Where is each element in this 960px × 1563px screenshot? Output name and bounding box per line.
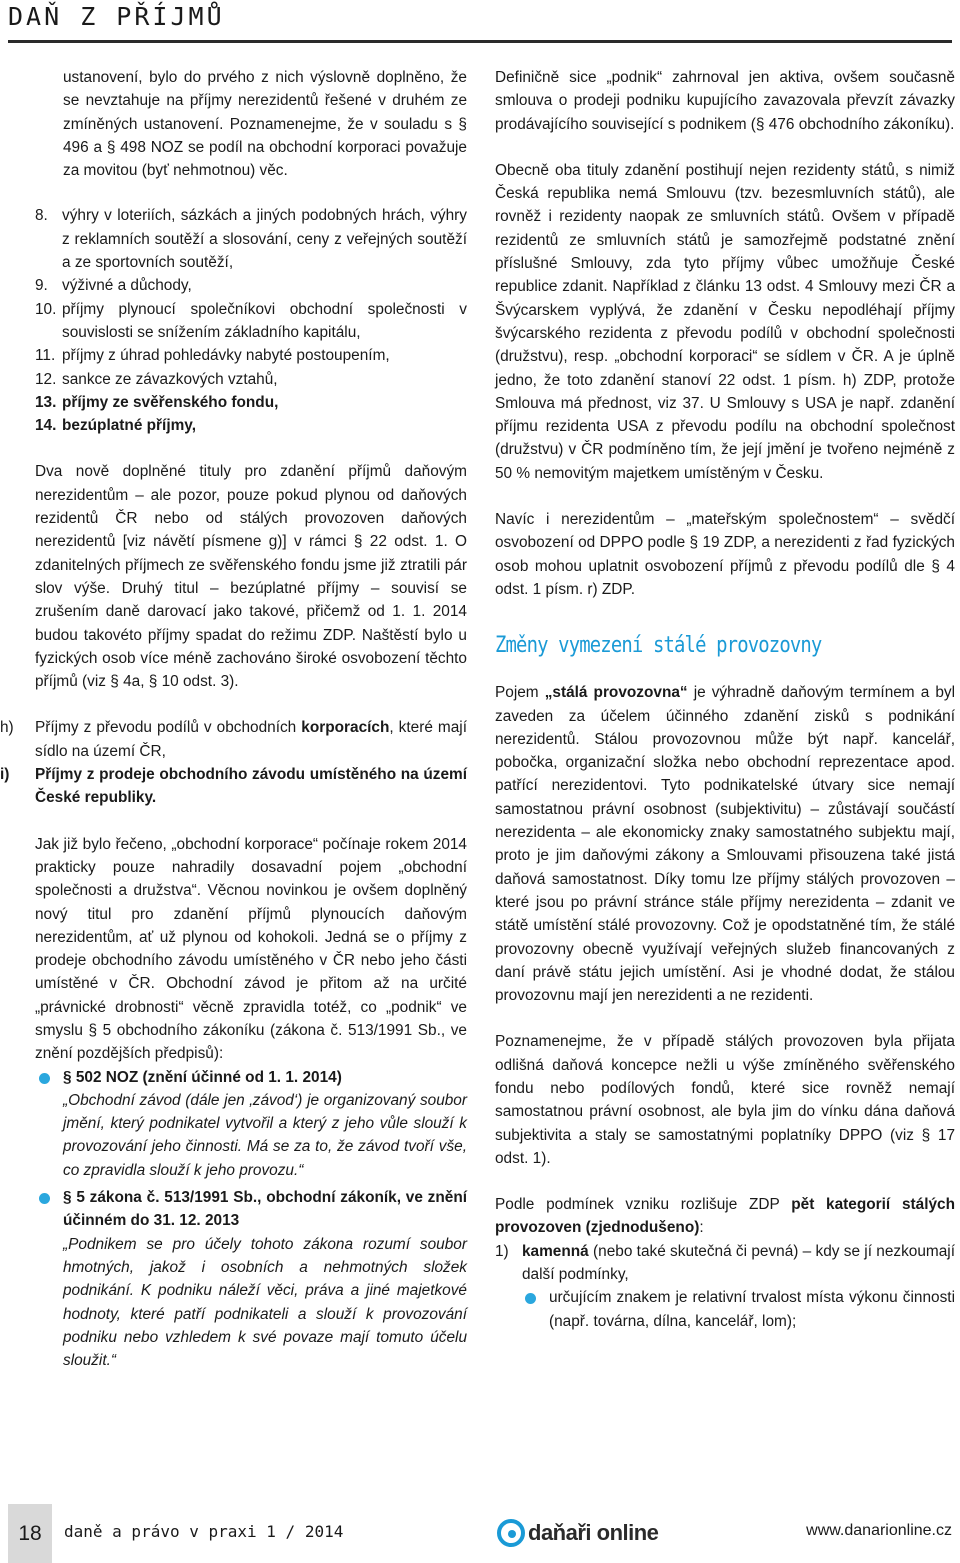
list-item xyxy=(35,274,467,297)
website-link[interactable]: www.danarionline.cz xyxy=(806,1522,952,1539)
item-h-bold: korporacích xyxy=(301,719,390,737)
permanent-establishment-paragraph xyxy=(495,681,955,1007)
intro-paragraph: ustanovení, bylo do prvého z nich výslovně doplněno, že se nevztahuje na příjmy nerezidentů řešené v druhém ze zmíněných ustanovení. Poznamenejme, že v souladu s § 496 a § 498 NOZ se podíl na obchodní korporaci považuje za movitou (byť nehmotnou) věc. xyxy=(63,69,467,180)
page-footer xyxy=(0,1504,960,1563)
quote-2-heading-text: § 5 zákona č. 513/1991 Sb., obchodní zákoník, ve znění účinném do 31. 12. 2013 xyxy=(63,1189,467,1230)
list-item-text: výhry v loteriích, sázkách a jiných podobných hrách, výhry z reklamních soutěží a slosování, ceny z veřejných soutěží a ze sportovních soutěží, xyxy=(62,207,467,272)
item-h-letter: h) xyxy=(0,719,14,737)
item-h-text-end: , které mají sídlo na území ČR, xyxy=(35,719,467,760)
list-item-number: 10. xyxy=(35,300,57,318)
categories-bold: pět kategorií stálých provozoven (zjednodušeno) xyxy=(495,1196,955,1237)
item-i-letter: i) xyxy=(0,766,10,784)
bullet-icon xyxy=(525,1293,536,1304)
header-rule xyxy=(8,40,952,43)
item-i xyxy=(0,763,467,810)
list-item-number: 12. xyxy=(35,370,57,388)
list-item-number: 14. xyxy=(35,417,57,435)
section-title-header: DAŇ Z PŘÍJMŮ xyxy=(8,2,225,31)
brand-name: daňaři online xyxy=(528,1520,659,1545)
quote-2-heading xyxy=(35,1186,467,1233)
item-h xyxy=(0,716,467,763)
bullet-icon xyxy=(39,1193,50,1204)
categories-text-end: : xyxy=(699,1219,704,1237)
list-item-text: sankce ze závazkových vztahů, xyxy=(62,370,278,388)
list-item xyxy=(35,414,467,437)
pe-text-rest: je výhradně daňovým termínem a byl zaveden za účelem účinného zdanění zisků s podnikání nerezidentů. Stálou provozovnou může být např. kancelář, pobočka, organizační složka nebo obchodní reprezentace apod. patřící nerezidentovi. Tyto podnikatelské útvary sice nemají samostatnou právní osobnost (subjektivitu) – zůstávají součástí nerezidenta – ale ekonomicky znaky samostatného subjektu mají, proto je jim daňovými zákony a Smlouvami přisouzena také jistá daňová samostatnost. Díky tomu lze příjmy stálých provozoven – které jsou po právní stránce stále příjmy nerezidenta – zdanit ve státě umístění stálé provozovny. Což je opodstatněné tím, že stálé provozovny obecně využívají veřejných služeb financovaných z daní právě státu jejich umístění. Asi je vhodné dodat, že stálou provozovnu mají jen nerezidenti a ne rezidenti. xyxy=(495,684,955,1005)
categories-text-start: Podle podmínek vzniku rozlišuje ZDP xyxy=(495,1196,792,1214)
right-column xyxy=(495,66,955,1333)
quote-1-body: „Obchodní závod (dále jen ‚závod‘) je organizovaný soubor jmění, který podnikatel vytvořil a který z jeho vůle slouží k provozování jeho činnosti. Má se za to, že závod tvoří vše, co zpravidla slouží k jeho provozu.“ xyxy=(63,1091,467,1179)
category-1-bold: kamenná xyxy=(522,1242,589,1260)
page-number: 18 xyxy=(8,1504,52,1563)
business-paragraph: Jak již bylo řečeno, „obchodní korporace“ počínaje rokem 2014 prakticky pouze nahradily dosavadní pojem „obchodní společnosti a družstva“. Věcnou novinkou je ovšem doplněný nový titul pro zdanění příjmů plynoucích daňovým nerezidentům, ať už plynou od kohokoli. Jedná se o příjmy z prodeje obchodního závodu umístěného v ČR nebo jeho části umístěné v ČR. Obchodní závod je přitom až na určité „právnické drobnosti“ věcně zpravidla totéž, co „podnik“ ve smyslu § 5 obchodního zákoníku (zákona č. 513/1991 Sb., ve znění pozdějších předpisů): xyxy=(35,835,467,1063)
page-header xyxy=(0,0,960,46)
definition-paragraph: Definičně sice „podnik“ zahrnoval jen aktiva, ovšem současně smlouva o prodeji podniku kupujícího zavazovala převzít závazky prodávajícího související s podnikem (§ 476 obchodního zákoníku). xyxy=(495,69,955,133)
list-item-number: 11. xyxy=(35,347,56,365)
pe-term: „stálá provozovna“ xyxy=(544,684,688,702)
item-i-text: Příjmy z prodeje obchodního závodu umístěného na území České republiky. xyxy=(35,766,467,807)
left-column xyxy=(0,66,467,1376)
logo-icon xyxy=(497,1519,525,1547)
list-item-text: příjmy ze svěřenského fondu, xyxy=(62,393,279,411)
quote-1-heading-text: § 502 NOZ (znění účinné od 1. 1. 2014) xyxy=(63,1068,342,1086)
quote-1-heading xyxy=(35,1066,467,1089)
list-item-number: 13. xyxy=(35,393,57,411)
income-list xyxy=(35,204,467,437)
list-item-text: příjmy plynoucí společníkovi obchodní společnosti v souvislosti se snížením základního kapitálu, xyxy=(62,300,467,341)
list-item-number: 9. xyxy=(35,277,48,295)
category-1-number: 1) xyxy=(495,1242,509,1260)
item-h-text: Příjmy z převodu podílů v obchodních xyxy=(35,719,302,737)
bullet-icon xyxy=(39,1073,50,1084)
list-item xyxy=(35,391,467,414)
list-item xyxy=(35,298,467,345)
list-item xyxy=(35,344,467,367)
category-1-bullet xyxy=(495,1286,955,1333)
journal-name: daně a právo v praxi 1 / 2014 xyxy=(64,1522,344,1541)
pe-text-start: Pojem xyxy=(495,684,545,702)
categories-paragraph xyxy=(495,1193,955,1240)
spacer xyxy=(35,810,467,833)
category-1-text: (nebo také skutečná či pevná) – kdy se jí nezkoumají další podmínky, xyxy=(522,1242,955,1284)
quote-2-body: „Podnikem se pro účely tohoto zákona rozumí soubor hmotných, jakož i osobních a nehmotných složek podnikání. K podniku náleží věci, práva a jiné majetkové hodnoty, které patří podnikateli a slouží k provozování podniku nebo vzhledem k své povaze mají tomuto účelu sloužit.“ xyxy=(63,1235,467,1370)
list-item xyxy=(35,368,467,391)
category-1-bullet-text: určujícím znakem je relativní trvalost místa výkonu činnosti (např. továrna, dílna, kancelář, lom); xyxy=(549,1289,955,1330)
list-item xyxy=(35,204,467,274)
new-titles-paragraph: Dva nově doplněné tituly pro zdanění příjmů daňovým nerezidentům – ale pozor, pouze pokud plynou od daňových rezidentů ČR nebo od stálých provozoven daňových nerezidentů [viz návětí písmene g)] v rámci § 22 odst. 1. O zdanitelných příjmech ze svěřenského fondu jsme již ztratili pár slov výše. Druhý titul – bezúplatné příjmy – souvisí se zrušením daně darovací jako takové, přičemž od 1. 1. 2014 budou takovéto příjmy spadat do režimu ZDP. Naštěstí bylo u fyzických osob více méně zachováno široké osvobození těchto příjmů (viz § 4a, § 10 odst. 3). xyxy=(35,463,467,691)
funds-paragraph: Poznamenejme, že v případě stálých provozoven byla přijata odlišná daňová koncepce nežli u výše zmíněného svěřenského fondu nebo podílových fondů, které sice rovněž nemají samostatnou právní osobnost, ale byla jim do vínku dána daňová subjektivita a staly se samostatnými poplatníky DPPO (viz § 17 odst. 1). xyxy=(495,1033,955,1167)
list-item-text: příjmy z úhrad pohledávky nabyté postoupením, xyxy=(62,347,390,365)
list-item-text: výživné a důchody, xyxy=(62,277,192,295)
list-item-number: 8. xyxy=(35,207,48,225)
list-item-text: bezúplatné příjmy, xyxy=(62,417,196,435)
section-heading: Změny vymezení stálé provozovny xyxy=(495,633,822,659)
treaty-paragraph: Obecně oba tituly zdanění postihují nejen rezidenty států, s nimiž Česká republika nemá Smlouvu (tzv. bezesmluvních států), ale rovněž i rezidenty naopak ze smluvních států. Ovšem v případě rezidentů ze smluvních států je samozřejmě podstatné znění příslušné Smlouvy, zda tyto příjmy vůbec umožňuje České republice zdanit. Například z článku 13 odst. 4 Smlouvy mezi ČR a Švýcarskem vyplývá, že zdanění v Česku nepodléhají příjmy švýcarského rezidenta z převodu podílů v obchodní společnosti (družstvu), resp. „obchodní korporaci“ se sídlem v ČR. A je úplně jedno, že toto zdanění stanoví 22 odst. 1 písm. h) ZDP, protože Smlouva má přednost, viz 37. U Smlouvy s USA je např. zdanění příjmu rezidenta USA z převodu podílu na obchodní společnost (družstvu) v ČR podmíněno tím, že její jmění je tvořeno nejméně z 50 % nemovitým majetkem umístěným v Česku. xyxy=(495,161,955,482)
category-1 xyxy=(495,1240,955,1287)
brand-logo[interactable] xyxy=(497,1518,658,1548)
mother-company-paragraph: Navíc i nerezidentům – „mateřským společnostem“ – svědčí osvobození od DPPO podle § 19 ZDP, a nerezidenti z řad fyzických osob mohou uplatnit osvobození příjmů z převodu podílů dle § 4 odst. 1 písm. r) ZDP. xyxy=(495,511,955,598)
